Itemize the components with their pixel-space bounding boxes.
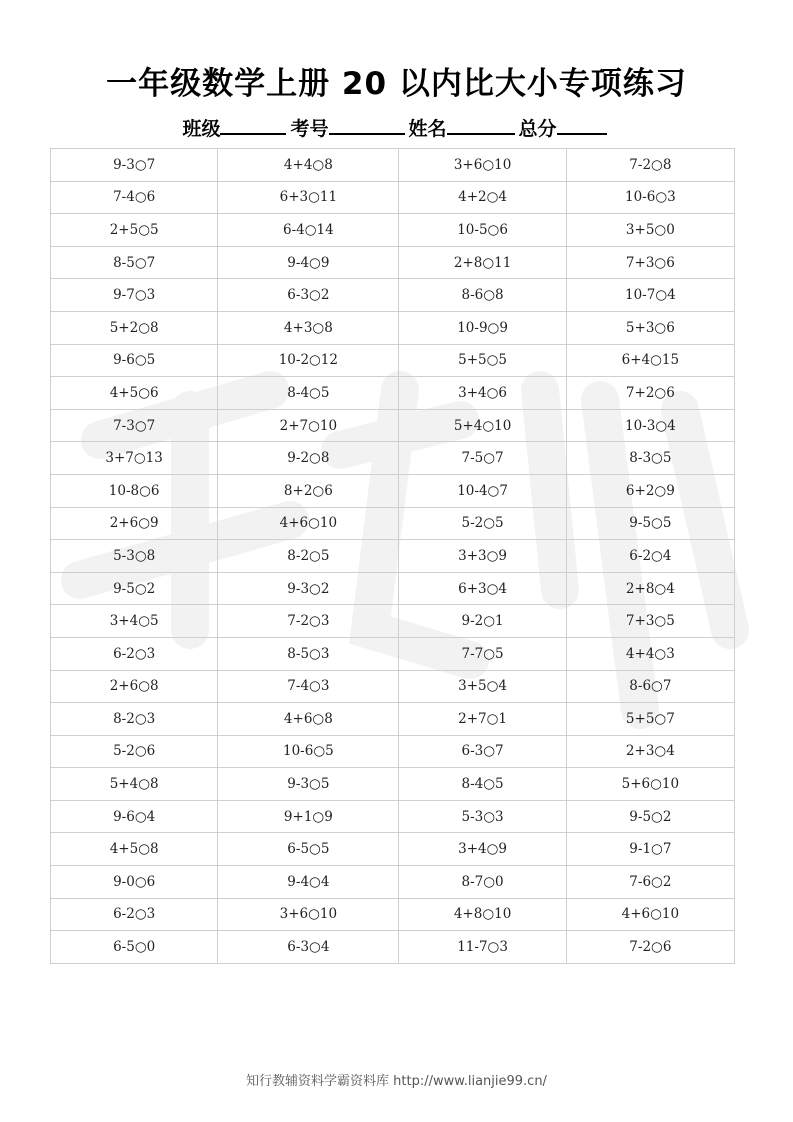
exercise-cell: 5-2○5	[399, 507, 566, 540]
exercise-cell: 9-5○2	[566, 800, 734, 833]
exercise-cell: 4+5○8	[51, 833, 218, 866]
exercise-cell: 6+3○4	[399, 572, 566, 605]
table-row	[51, 931, 735, 964]
table-row	[51, 442, 735, 475]
table-row	[51, 637, 735, 670]
exercise-cell: 3+6○10	[218, 898, 399, 931]
score-label: 总分	[518, 118, 557, 140]
exercise-cell: 2+3○4	[566, 735, 734, 768]
table-row	[51, 703, 735, 736]
exercise-cell: 7+2○6	[566, 377, 734, 410]
exercise-cell: 3+6○10	[399, 149, 566, 182]
exercise-cell: 7-4○6	[51, 181, 218, 214]
table-row	[51, 572, 735, 605]
exercise-cell: 2+6○9	[51, 507, 218, 540]
exercise-cell: 9-2○8	[218, 442, 399, 475]
table-row	[51, 246, 735, 279]
exercise-cell: 9-0○6	[51, 866, 218, 899]
table-row	[51, 214, 735, 247]
exercise-cell: 10-2○12	[218, 344, 399, 377]
exercise-cell: 8-6○8	[399, 279, 566, 312]
table-row	[51, 833, 735, 866]
exercise-cell: 9-2○1	[399, 605, 566, 638]
exercise-cell: 5+5○5	[399, 344, 566, 377]
exercise-cell: 5+3○6	[566, 311, 734, 344]
exercise-cell: 6-5○5	[218, 833, 399, 866]
exercise-cell: 10-3○4	[566, 409, 734, 442]
exercise-cell: 8-2○3	[51, 703, 218, 736]
exercise-cell: 2+8○11	[399, 246, 566, 279]
table-row	[51, 898, 735, 931]
class-label: 班级	[182, 118, 221, 140]
exercise-cell: 3+4○5	[51, 605, 218, 638]
exercise-cell: 4+3○8	[218, 311, 399, 344]
exercise-cell: 3+4○9	[399, 833, 566, 866]
exercise-cell: 9-6○4	[51, 800, 218, 833]
exercise-cell: 10-6○5	[218, 735, 399, 768]
table-row	[51, 344, 735, 377]
exercise-cell: 4+4○3	[566, 637, 734, 670]
table-row	[51, 768, 735, 801]
exercise-cell: 7-2○8	[566, 149, 734, 182]
table-row	[51, 866, 735, 899]
exam-no-label: 考号	[290, 118, 329, 140]
exercise-cell: 6+2○9	[566, 474, 734, 507]
exercise-cell: 7-2○3	[218, 605, 399, 638]
table-row	[51, 311, 735, 344]
exercise-cell: 8-5○3	[218, 637, 399, 670]
exercise-cell: 10-4○7	[399, 474, 566, 507]
table-row	[51, 540, 735, 573]
class-blank[interactable]	[220, 117, 286, 135]
exercise-cell: 9-3○5	[218, 768, 399, 801]
exercise-cell: 10-9○9	[399, 311, 566, 344]
page-title: 一年级数学上册 20 以内比大小专项练习	[106, 66, 687, 102]
exercise-cell: 8-6○7	[566, 670, 734, 703]
exercise-cell: 11-7○3	[399, 931, 566, 964]
exercise-cell: 7-3○7	[51, 409, 218, 442]
exercise-cell: 2+7○1	[399, 703, 566, 736]
exercise-cell: 3+5○0	[566, 214, 734, 247]
exercise-cell: 7+3○6	[566, 246, 734, 279]
exercise-table	[50, 148, 735, 964]
exercise-cell: 7-2○6	[566, 931, 734, 964]
exercise-cell: 5-3○3	[399, 800, 566, 833]
exercise-cell: 4+6○10	[218, 507, 399, 540]
exercise-cell: 2+8○4	[566, 572, 734, 605]
exercise-cell: 4+6○8	[218, 703, 399, 736]
exercise-cell: 4+6○10	[566, 898, 734, 931]
exercise-cell: 2+7○10	[218, 409, 399, 442]
exercise-cell: 7-5○7	[399, 442, 566, 475]
table-row	[51, 377, 735, 410]
exercise-cell: 7-7○5	[399, 637, 566, 670]
exercise-cell: 9-7○3	[51, 279, 218, 312]
exercise-cell: 6-2○4	[566, 540, 734, 573]
exercise-table-body	[51, 149, 735, 964]
footer-source: 知行教辅资料学霸资料库 http://www.lianjie99.cn/	[246, 1074, 547, 1089]
exercise-cell: 10-6○3	[566, 181, 734, 214]
exercise-cell: 5+2○8	[51, 311, 218, 344]
score-blank[interactable]	[557, 117, 607, 135]
exercise-cell: 8-5○7	[51, 246, 218, 279]
exercise-cell: 4+8○10	[399, 898, 566, 931]
table-row	[51, 507, 735, 540]
exercise-cell: 3+3○9	[399, 540, 566, 573]
table-row	[51, 735, 735, 768]
exercise-cell: 9-6○5	[51, 344, 218, 377]
exercise-cell: 6-2○3	[51, 898, 218, 931]
exercise-cell: 3+7○13	[51, 442, 218, 475]
exercise-cell: 10-7○4	[566, 279, 734, 312]
exercise-cell: 8-4○5	[399, 768, 566, 801]
exercise-cell: 3+5○4	[399, 670, 566, 703]
table-row	[51, 149, 735, 182]
table-row	[51, 279, 735, 312]
exercise-cell: 2+5○5	[51, 214, 218, 247]
exercise-cell: 4+5○6	[51, 377, 218, 410]
exercise-cell: 7-4○3	[218, 670, 399, 703]
table-row	[51, 670, 735, 703]
exercise-cell: 5+4○8	[51, 768, 218, 801]
exercise-cell: 6+3○11	[218, 181, 399, 214]
exercise-cell: 7+3○5	[566, 605, 734, 638]
name-label: 姓名	[408, 118, 447, 140]
exercise-cell: 6-3○2	[218, 279, 399, 312]
name-blank[interactable]	[447, 117, 515, 135]
exercise-cell: 3+4○6	[399, 377, 566, 410]
exercise-cell: 6+4○15	[566, 344, 734, 377]
student-info-line	[0, 114, 793, 141]
exercise-cell: 10-5○6	[399, 214, 566, 247]
exercise-cell: 5-3○8	[51, 540, 218, 573]
exercise-cell: 6-5○0	[51, 931, 218, 964]
exercise-cell: 9-3○2	[218, 572, 399, 605]
exercise-cell: 9-5○5	[566, 507, 734, 540]
table-row	[51, 409, 735, 442]
exercise-cell: 8-3○5	[566, 442, 734, 475]
exercise-cell: 9-4○4	[218, 866, 399, 899]
exercise-cell: 8-7○0	[399, 866, 566, 899]
exercise-cell: 6-4○14	[218, 214, 399, 247]
exercise-cell: 9-4○9	[218, 246, 399, 279]
exercise-cell: 9+1○9	[218, 800, 399, 833]
exercise-cell: 10-8○6	[51, 474, 218, 507]
exercise-cell: 5-2○6	[51, 735, 218, 768]
exercise-cell: 7-6○2	[566, 866, 734, 899]
exercise-cell: 4+2○4	[399, 181, 566, 214]
exercise-cell: 2+6○8	[51, 670, 218, 703]
table-row	[51, 800, 735, 833]
table-row	[51, 605, 735, 638]
exercise-cell: 4+4○8	[218, 149, 399, 182]
table-row	[51, 181, 735, 214]
exercise-cell: 9-1○7	[566, 833, 734, 866]
exercise-cell: 8-4○5	[218, 377, 399, 410]
table-row	[51, 474, 735, 507]
exercise-cell: 6-3○4	[218, 931, 399, 964]
exercise-cell: 5+4○10	[399, 409, 566, 442]
exercise-cell: 8+2○6	[218, 474, 399, 507]
exercise-cell: 6-2○3	[51, 637, 218, 670]
exercise-cell: 9-3○7	[51, 149, 218, 182]
exam-no-blank[interactable]	[329, 117, 405, 135]
exercise-cell: 5+5○7	[566, 703, 734, 736]
exercise-cell: 5+6○10	[566, 768, 734, 801]
exercise-cell: 9-5○2	[51, 572, 218, 605]
exercise-cell: 6-3○7	[399, 735, 566, 768]
exercise-cell: 8-2○5	[218, 540, 399, 573]
